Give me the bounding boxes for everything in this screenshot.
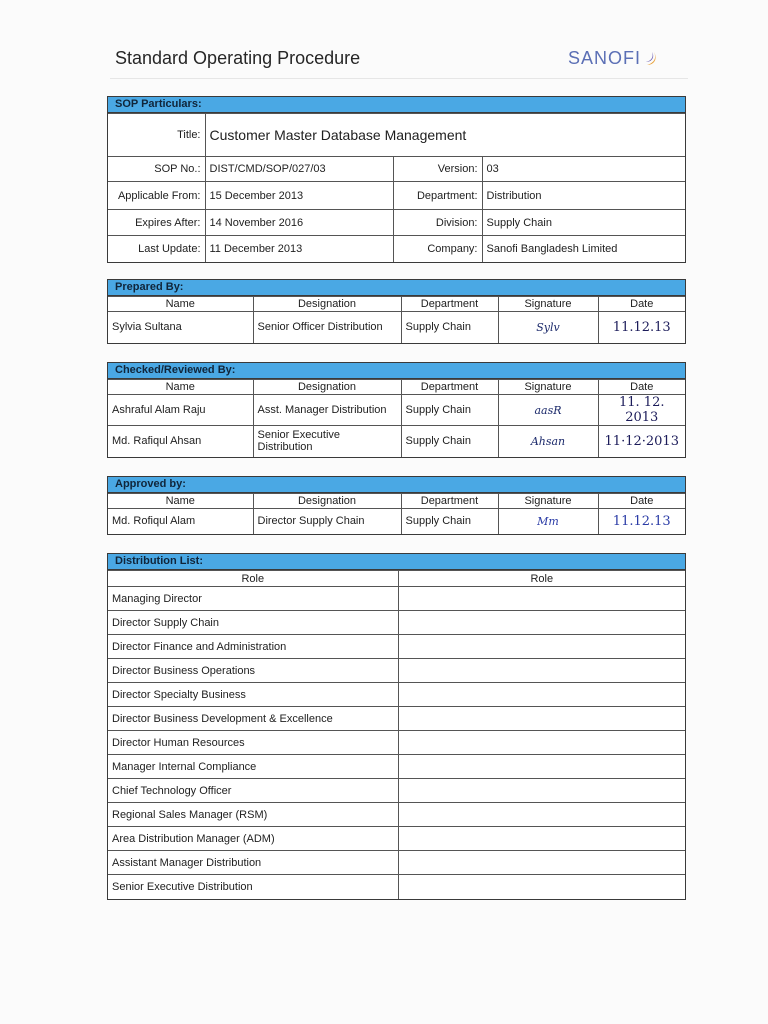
person-designation: Senior Executive Distribution [253,426,401,457]
col-department-header: Department [401,380,498,395]
checked-by-table [108,379,685,457]
distribution-role-empty [398,779,685,803]
distribution-role: Managing Director [108,587,398,611]
section-heading: Distribution List: [108,554,685,570]
section-heading: SOP Particulars: [108,97,685,113]
logo-text: SANOFI [568,48,642,68]
col-name-header: Name [108,380,253,395]
col-name-header: Name [108,297,253,312]
title-label: Title: [108,114,205,157]
handwritten-signature: Ahsan [498,426,598,457]
distribution-role-empty [398,683,685,707]
handwritten-signature: Mm [498,509,598,534]
role-column-header: Role [108,571,398,587]
table-row [108,803,685,827]
table-row [108,611,685,635]
col-designation-header: Designation [253,380,401,395]
col-signature-header: Signature [498,494,598,509]
col-designation-header: Designation [253,494,401,509]
distribution-role: Director Human Resources [108,731,398,755]
last-update-label: Last Update: [108,236,205,262]
signed-date: 11.12.13 [598,312,685,343]
col-signature-header: Signature [498,380,598,395]
distribution-role: Director Business Development & Excellence [108,707,398,731]
distribution-role: Director Business Operations [108,659,398,683]
section-heading: Checked/Reviewed By: [108,363,685,379]
applicable-from-value: 15 December 2013 [205,182,393,210]
distribution-role-empty [398,707,685,731]
distribution-role-empty [398,587,685,611]
person-name: Ashraful Alam Raju [108,395,253,426]
distribution-role: Assistant Manager Distribution [108,851,398,875]
col-department-header: Department [401,297,498,312]
col-date-header: Date [598,380,685,395]
person-designation: Director Supply Chain [253,509,401,534]
page-title: Standard Operating Procedure [115,48,361,68]
applicable-from-label: Applicable From: [108,182,205,210]
distribution-role-empty [398,755,685,779]
division-label: Division: [393,210,482,236]
table-row [108,426,685,457]
distribution-role-empty [398,851,685,875]
col-date-header: Date [598,494,685,509]
person-department: Supply Chain [401,426,498,457]
distribution-role-empty [398,611,685,635]
table-row [108,875,685,899]
distribution-role: Director Finance and Administration [108,635,398,659]
col-signature-header: Signature [498,297,598,312]
distribution-role-empty [398,827,685,851]
distribution-role-empty [398,635,685,659]
sop-particulars-section [107,96,686,263]
signed-date: 11·12·2013 [598,426,685,457]
person-name: Md. Rofiqul Alam [108,509,253,534]
role-column-header-2: Role [398,571,685,587]
distribution-role: Senior Executive Distribution [108,875,398,899]
expires-after-value: 14 November 2016 [205,210,393,236]
distribution-role: Regional Sales Manager (RSM) [108,803,398,827]
distribution-role-empty [398,659,685,683]
approved-by-section [107,476,686,535]
company-label: Company: [393,236,482,262]
table-row [108,587,685,611]
table-row [108,312,685,343]
table-row [108,683,685,707]
table-row [108,731,685,755]
division-value: Supply Chain [482,210,685,236]
expires-after-label: Expires After: [108,210,205,236]
table-row [108,509,685,534]
distribution-role: Director Specialty Business [108,683,398,707]
person-department: Supply Chain [401,395,498,426]
person-name: Sylvia Sultana [108,312,253,343]
checked-by-section [107,362,686,458]
table-row [108,779,685,803]
table-row [108,707,685,731]
approved-by-table [108,493,685,534]
person-department: Supply Chain [401,509,498,534]
col-department-header: Department [401,494,498,509]
table-row [108,851,685,875]
prepared-by-section [107,279,686,344]
person-designation: Senior Officer Distribution [253,312,401,343]
version-value: 03 [482,157,685,182]
distribution-role-empty [398,731,685,755]
person-designation: Asst. Manager Distribution [253,395,401,426]
col-date-header: Date [598,297,685,312]
table-row [108,755,685,779]
header-divider [110,78,688,79]
distribution-list-table [108,570,685,899]
logo-swirl-icon [644,50,660,68]
sop-no-value: DIST/CMD/SOP/027/03 [205,157,393,182]
col-designation-header: Designation [253,297,401,312]
table-row [108,395,685,426]
handwritten-signature: Sylv [498,312,598,343]
handwritten-signature: aasR [498,395,598,426]
distribution-role: Area Distribution Manager (ADM) [108,827,398,851]
section-heading: Approved by: [108,477,685,493]
last-update-value: 11 December 2013 [205,236,393,262]
company-logo [568,48,660,69]
company-value: Sanofi Bangladesh Limited [482,236,685,262]
table-row [108,827,685,851]
distribution-role: Director Supply Chain [108,611,398,635]
person-department: Supply Chain [401,312,498,343]
version-label: Version: [393,157,482,182]
department-label: Department: [393,182,482,210]
sop-no-label: SOP No.: [108,157,205,182]
table-row [108,635,685,659]
person-name: Md. Rafiqul Ahsan [108,426,253,457]
distribution-role-empty [398,875,685,899]
distribution-role-empty [398,803,685,827]
section-heading: Prepared By: [108,280,685,296]
signed-date: 11.12.13 [598,509,685,534]
distribution-role: Chief Technology Officer [108,779,398,803]
department-value: Distribution [482,182,685,210]
table-row [108,659,685,683]
distribution-list-section [107,553,686,900]
signed-date: 11. 12. 2013 [598,395,685,426]
sop-particulars-table [108,113,685,262]
distribution-role: Manager Internal Compliance [108,755,398,779]
sop-title-value: Customer Master Database Management [205,114,685,157]
col-name-header: Name [108,494,253,509]
prepared-by-table [108,296,685,343]
